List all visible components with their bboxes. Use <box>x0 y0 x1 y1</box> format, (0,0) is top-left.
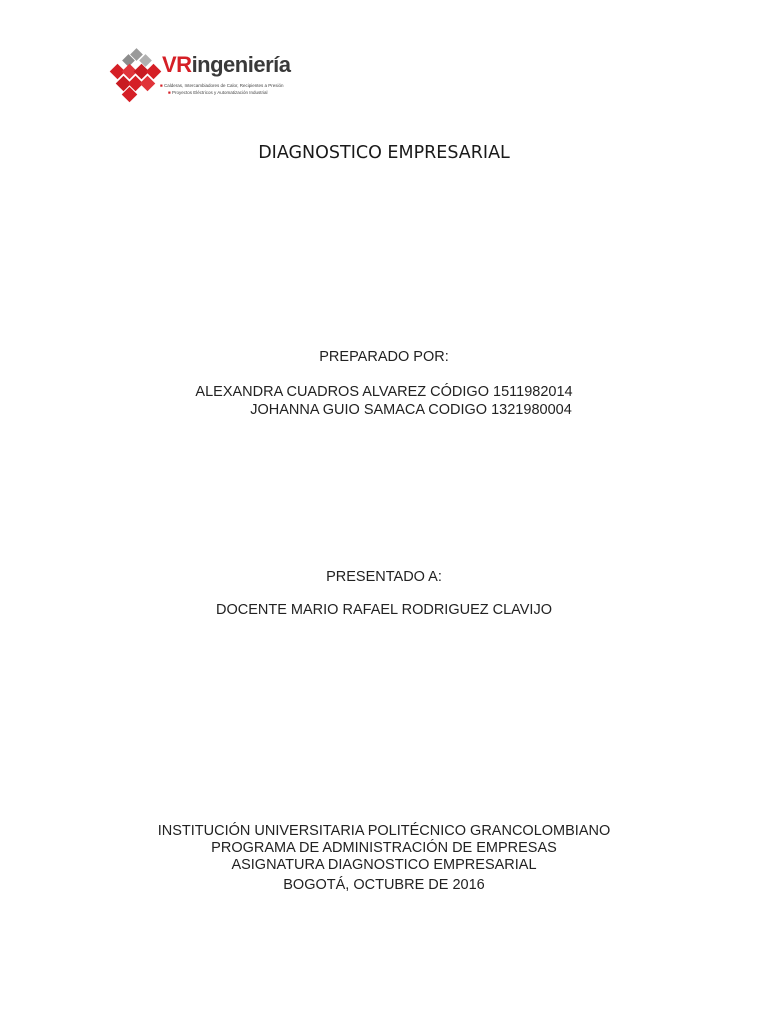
company-logo <box>108 46 291 106</box>
presented-to-label: PRESENTADO A: <box>326 569 442 585</box>
presented-to-name: DOCENTE MARIO RAFAEL RODRIGUEZ CLAVIJO <box>216 602 552 618</box>
logo-tagline-2: ■ Proyectos Eléctricos y Automatización Industrial <box>168 90 268 95</box>
footer-line: INSTITUCIÓN UNIVERSITARIA POLITÉCNICO GRANCOLOMBIANO <box>157 823 611 839</box>
footer-line: BOGOTÁ, OCTUBRE DE 2016 <box>283 877 485 893</box>
author-line: JOHANNA GUIO SAMACA CODIGO 1321980004 <box>250 402 572 418</box>
author-line: ALEXANDRA CUADROS ALVAREZ CÓDIGO 1511982014 <box>195 384 573 400</box>
prepared-by-label: PREPARADO POR: <box>319 349 449 365</box>
document-title: DIAGNOSTICO EMPRESARIAL <box>258 143 510 163</box>
logo-tagline: ■ Calderas, Intercambiadores de Calor, Recipientes a Presión <box>160 83 284 88</box>
footer-line: PROGRAMA DE ADMINISTRACIÓN DE EMPRESAS <box>211 840 557 856</box>
logo-wordmark: VRingeniería <box>162 52 291 77</box>
footer-line: ASIGNATURA DIAGNOSTICO EMPRESARIAL <box>231 857 537 873</box>
logo-cube-icon <box>108 46 162 106</box>
